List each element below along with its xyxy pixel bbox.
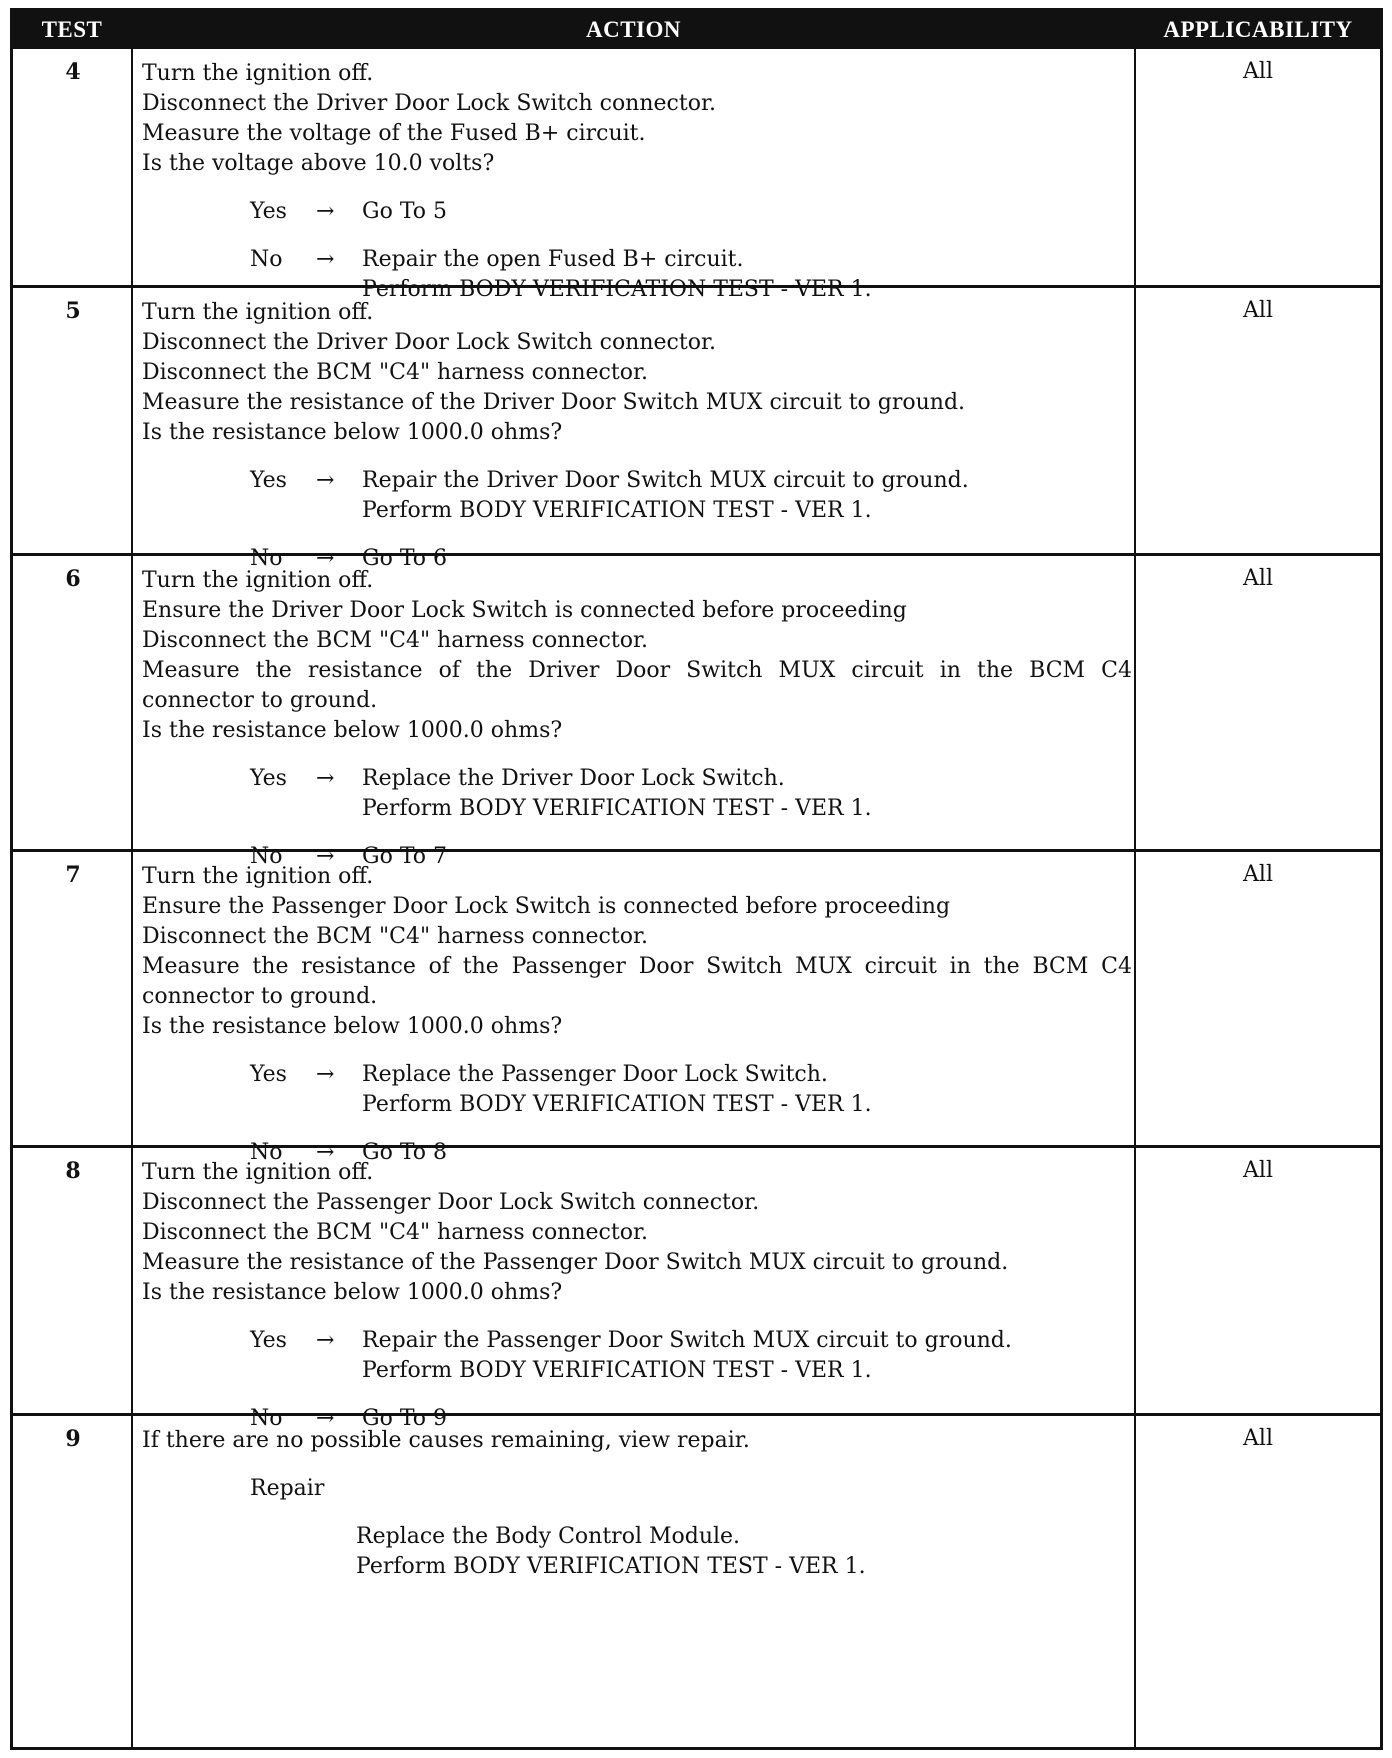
repair-step: Replace the Body Control Module. xyxy=(356,1524,741,1549)
yes-text: Replace the Driver Door Lock Switch. xyxy=(362,766,785,791)
test-number: 8 xyxy=(65,1158,81,1184)
yes-label: Yes xyxy=(250,199,287,224)
action-step: If there are no possible causes remaining, view repair. xyxy=(142,1428,750,1453)
no-text: Go To 7 xyxy=(362,844,448,869)
right-arrow-icon: → xyxy=(316,199,335,224)
action-step: Is the resistance below 1000.0 ohms? xyxy=(142,1280,563,1305)
yes-outcome xyxy=(142,764,1132,794)
repair-heading xyxy=(142,1474,1132,1504)
applicability-value: All xyxy=(1243,59,1273,84)
action-step: Measure the resistance of the Driver Door Switch MUX circuit in the BCM C4 xyxy=(142,658,1132,683)
no-text: Go To 6 xyxy=(362,546,448,571)
action-step: Disconnect the Driver Door Lock Switch connector. xyxy=(142,91,717,116)
right-arrow-icon: → xyxy=(316,844,335,869)
right-arrow-icon: → xyxy=(316,1062,335,1087)
action-step: Is the resistance below 1000.0 ohms? xyxy=(142,1014,563,1039)
action-step: Turn the ignition off. xyxy=(142,61,374,86)
applicability-value: All xyxy=(1243,566,1273,591)
action-cell xyxy=(142,1158,1132,1434)
table-row xyxy=(13,49,1380,302)
yes-text-continued: Perform BODY VERIFICATION TEST - VER 1. xyxy=(362,1358,872,1383)
table-header xyxy=(13,11,1380,49)
action-step: Disconnect the BCM "C4" harness connector. xyxy=(142,628,649,653)
test-number: 5 xyxy=(65,298,81,324)
no-label: No xyxy=(250,1406,283,1431)
action-step: Turn the ignition off. xyxy=(142,568,374,593)
action-step: Disconnect the Passenger Door Lock Switch connector. xyxy=(142,1190,760,1215)
no-label: No xyxy=(250,546,283,571)
right-arrow-icon: → xyxy=(316,1406,335,1431)
action-step: Measure the voltage of the Fused B+ circuit. xyxy=(142,121,646,146)
header-test: TEST xyxy=(41,17,103,42)
table-row xyxy=(13,553,1380,869)
action-cell xyxy=(142,1426,1132,1582)
yes-text: Go To 5 xyxy=(362,199,448,224)
applicability-value: All xyxy=(1243,862,1273,887)
diagnostic-test-table xyxy=(10,8,1383,1750)
action-step: Turn the ignition off. xyxy=(142,1160,374,1185)
action-cell xyxy=(142,59,1132,305)
yes-outcome xyxy=(142,197,1132,227)
action-step: Measure the resistance of the Passenger Door Switch MUX circuit to ground. xyxy=(142,1250,1009,1275)
action-step: Ensure the Driver Door Lock Switch is connected before proceeding xyxy=(142,598,907,623)
action-cell xyxy=(142,566,1132,872)
yes-outcome xyxy=(142,1060,1132,1090)
yes-text: Replace the Passenger Door Lock Switch. xyxy=(362,1062,828,1087)
action-cell xyxy=(142,862,1132,1168)
table-row xyxy=(13,849,1380,1165)
yes-label: Yes xyxy=(250,1328,287,1353)
header-applicability: APPLICABILITY xyxy=(1163,17,1353,42)
right-arrow-icon: → xyxy=(316,766,335,791)
right-arrow-icon: → xyxy=(316,468,335,493)
table-row xyxy=(13,1145,1380,1431)
yes-outcome xyxy=(142,1326,1132,1356)
header-action: ACTION xyxy=(585,17,681,42)
yes-label: Yes xyxy=(250,468,287,493)
action-step: Turn the ignition off. xyxy=(142,864,374,889)
action-step: Is the resistance below 1000.0 ohms? xyxy=(142,718,563,743)
yes-text: Repair the Driver Door Switch MUX circuit to ground. xyxy=(362,468,969,493)
action-step: Is the resistance below 1000.0 ohms? xyxy=(142,420,563,445)
action-step: Is the voltage above 10.0 volts? xyxy=(142,151,495,176)
test-number: 9 xyxy=(65,1426,81,1452)
yes-label: Yes xyxy=(250,1062,287,1087)
no-text: Go To 9 xyxy=(362,1406,448,1431)
action-step: Turn the ignition off. xyxy=(142,300,374,325)
action-step: Disconnect the BCM "C4" harness connector. xyxy=(142,1220,649,1245)
no-label: No xyxy=(250,844,283,869)
no-label: No xyxy=(250,247,283,272)
yes-outcome xyxy=(142,466,1132,496)
test-number: 6 xyxy=(65,566,81,592)
right-arrow-icon: → xyxy=(316,546,335,571)
action-step: Disconnect the Driver Door Lock Switch connector. xyxy=(142,330,717,355)
action-step: Ensure the Passenger Door Lock Switch is connected before proceeding xyxy=(142,894,951,919)
repair-label: Repair xyxy=(250,1476,325,1501)
table-row xyxy=(13,1413,1380,1747)
action-step: Disconnect the BCM "C4" harness connector. xyxy=(142,360,649,385)
table-row xyxy=(13,285,1380,571)
right-arrow-icon: → xyxy=(316,1140,335,1165)
right-arrow-icon: → xyxy=(316,247,335,272)
applicability-value: All xyxy=(1243,1158,1273,1183)
applicability-value: All xyxy=(1243,1426,1273,1451)
yes-text-continued: Perform BODY VERIFICATION TEST - VER 1. xyxy=(362,1092,872,1117)
applicability-value: All xyxy=(1243,298,1273,323)
action-step: Measure the resistance of the Passenger Door Switch MUX circuit in the BCM C4 xyxy=(142,954,1132,979)
no-text: Repair the open Fused B+ circuit. xyxy=(362,247,744,272)
no-label: No xyxy=(250,1140,283,1165)
action-step: connector to ground. xyxy=(142,688,378,713)
yes-label: Yes xyxy=(250,766,287,791)
test-number: 4 xyxy=(65,59,81,85)
yes-text-continued: Perform BODY VERIFICATION TEST - VER 1. xyxy=(362,796,872,821)
yes-text: Repair the Passenger Door Switch MUX circuit to ground. xyxy=(362,1328,1012,1353)
action-cell xyxy=(142,298,1132,574)
no-text: Go To 8 xyxy=(362,1140,448,1165)
no-outcome xyxy=(142,245,1132,275)
action-step: connector to ground. xyxy=(142,984,378,1009)
test-number: 7 xyxy=(65,862,81,888)
yes-text-continued: Perform BODY VERIFICATION TEST - VER 1. xyxy=(362,498,872,523)
no-text-continued: Perform BODY VERIFICATION TEST - VER 1. xyxy=(362,277,872,302)
action-step: Measure the resistance of the Driver Door Switch MUX circuit to ground. xyxy=(142,390,966,415)
action-step: Disconnect the BCM "C4" harness connector. xyxy=(142,924,649,949)
right-arrow-icon: → xyxy=(316,1328,335,1353)
repair-step: Perform BODY VERIFICATION TEST - VER 1. xyxy=(356,1554,866,1579)
